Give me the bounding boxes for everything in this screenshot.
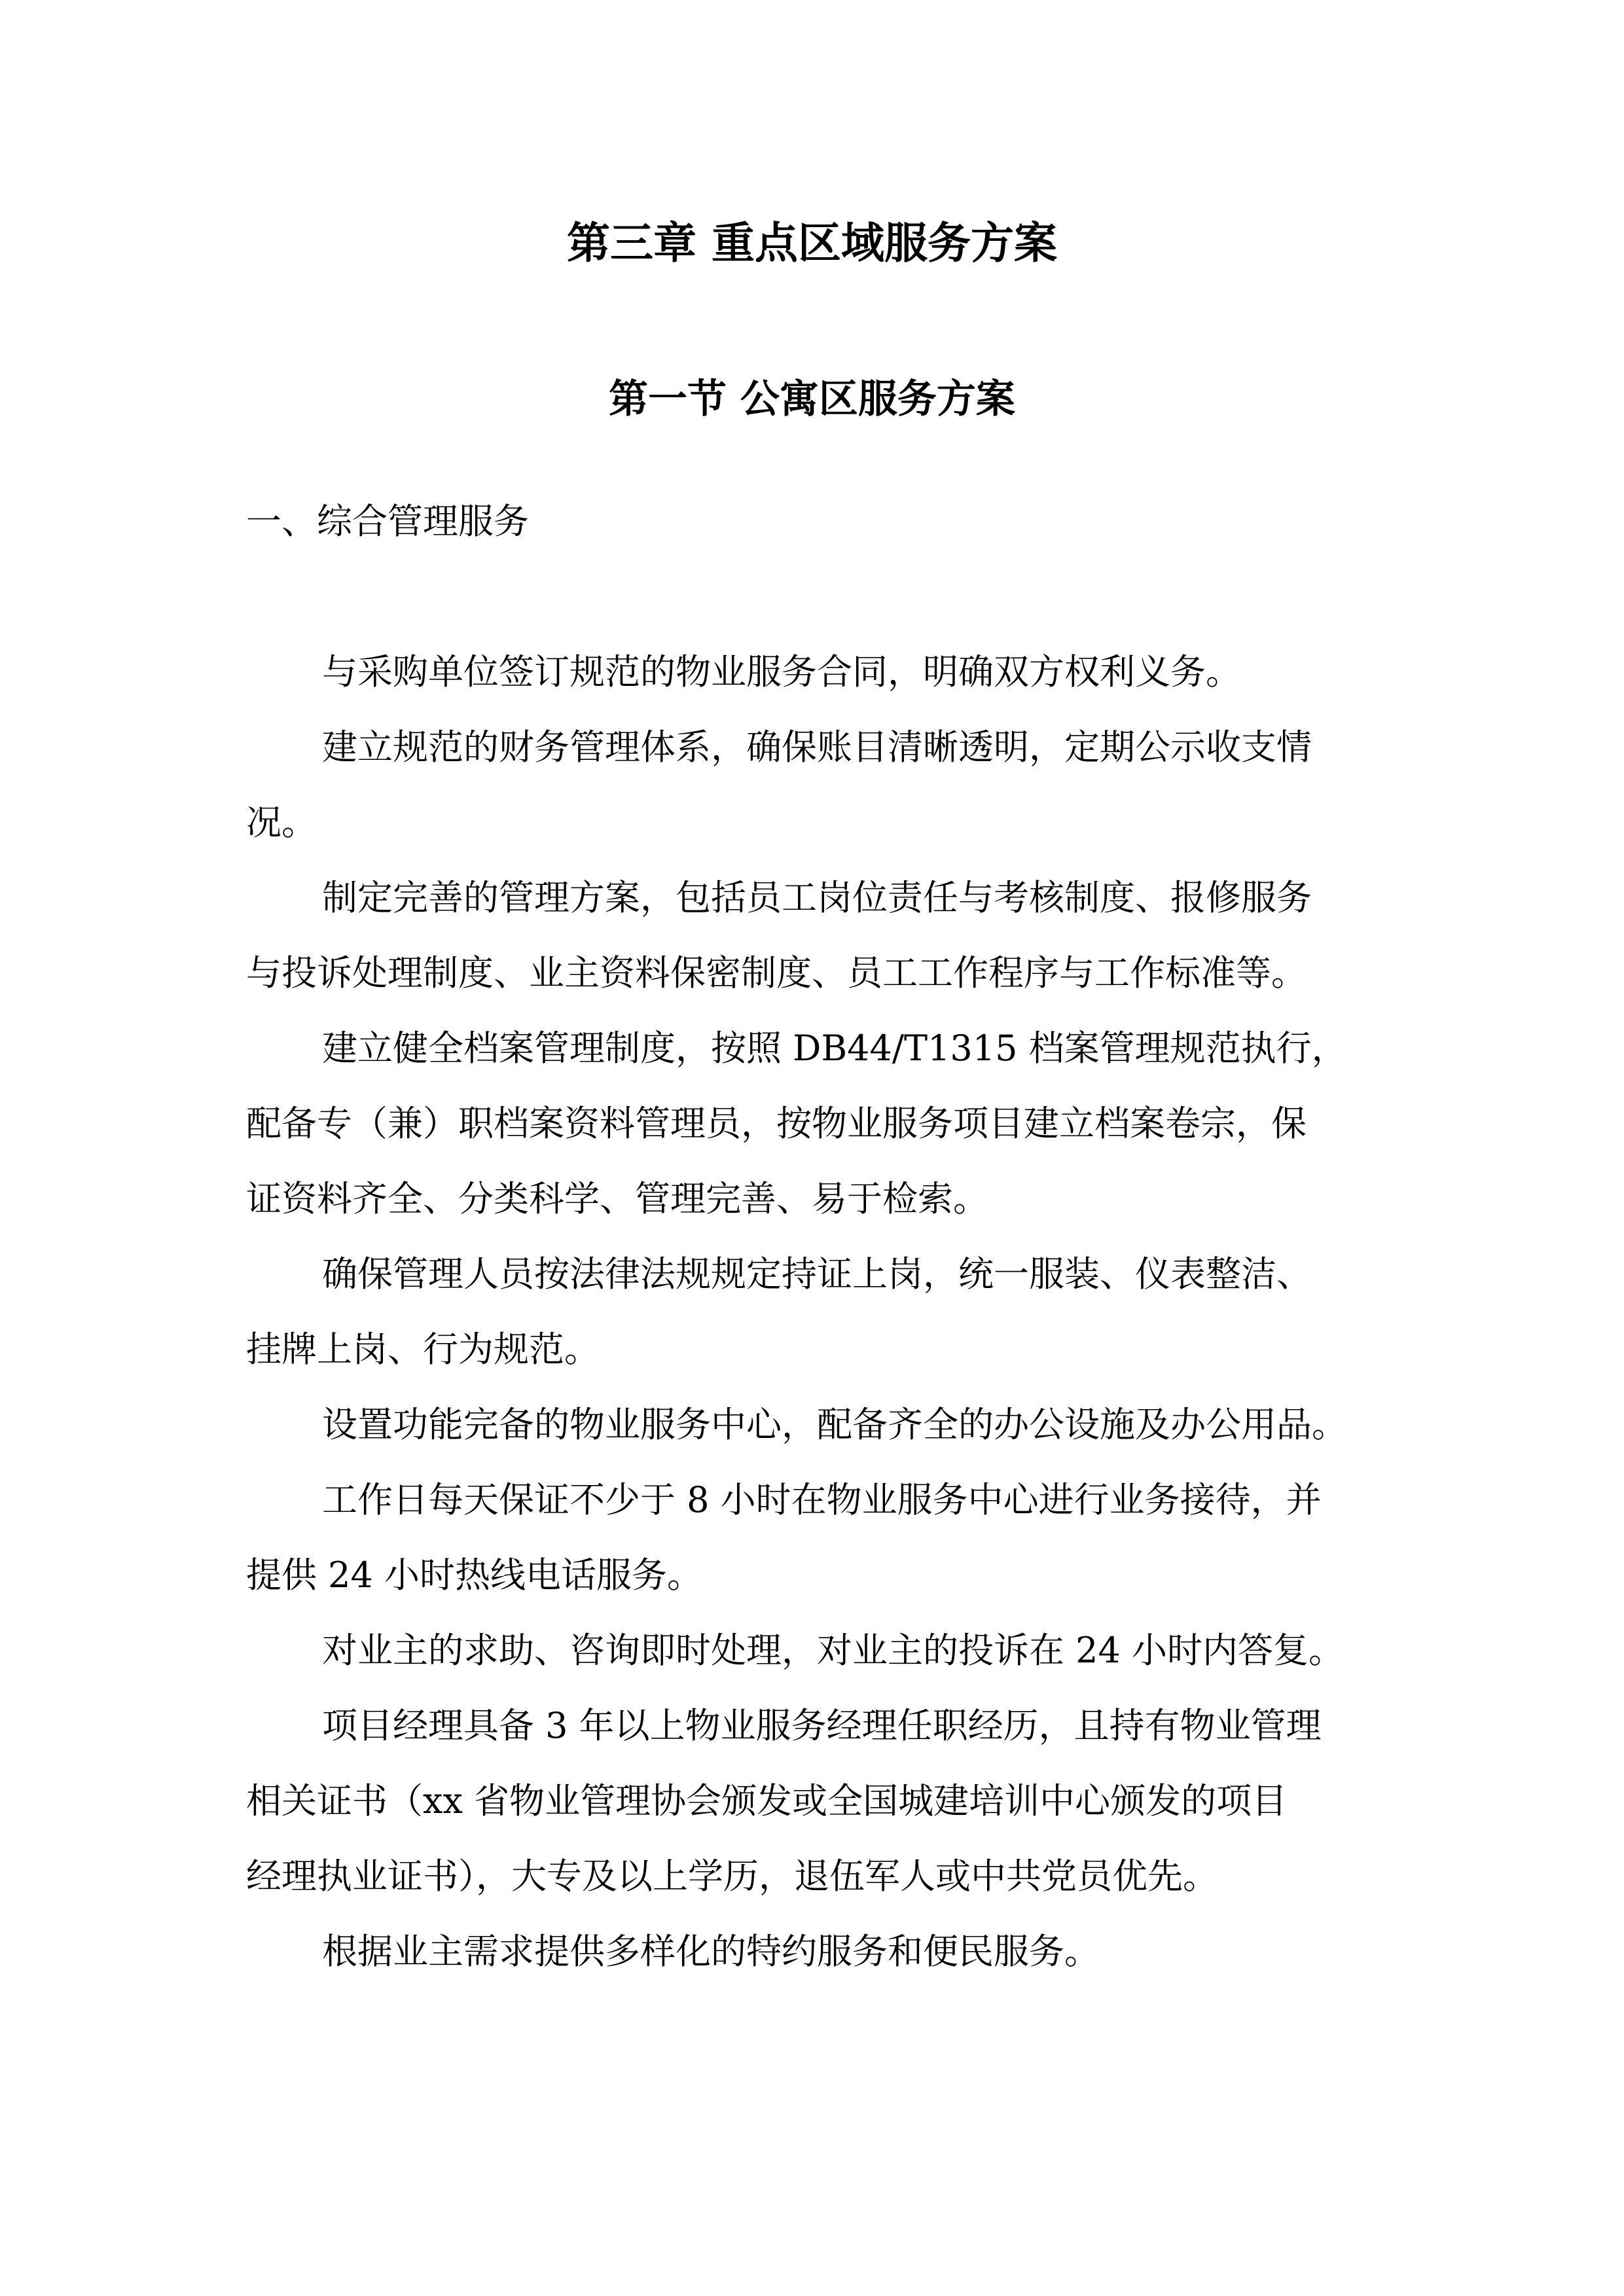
paragraph-line: 经理执业证书），大专及以上学历，退伍军人或中共党员优先。 — [246, 1856, 1218, 1897]
chapter-title: 第三章 重点区域服务方案 — [567, 218, 1057, 268]
paragraph-line: 项目经理具备 3 年以上物业服务经理任职经历，且持有物业管理 — [322, 1705, 1322, 1746]
paragraph-line: 挂牌上岗、行为规范。 — [246, 1329, 600, 1370]
paragraph-line: 与投诉处理制度、业主资料保密制度、员工工作程序与工作标准等。 — [246, 952, 1307, 994]
paragraph-line: 制定完善的管理方案，包括员工岗位责任与考核制度、报修服务 — [322, 877, 1312, 918]
paragraph-line: 况。 — [246, 802, 317, 843]
section-title: 第一节 公寓区服务方案 — [609, 376, 1015, 422]
subsection-heading: 一、综合管理服务 — [246, 501, 529, 542]
paragraph-line: 建立健全档案管理制度，按照 DB44/T1315 档案管理规范执行， — [322, 1028, 1347, 1069]
paragraph-line: 工作日每天保证不少于 8 小时在物业服务中心进行业务接待，并 — [322, 1479, 1322, 1520]
paragraph-line: 配备专（兼）职档案资料管理员，按物业服务项目建立档案卷宗，保 — [246, 1103, 1307, 1144]
paragraph-line: 设置功能完备的物业服务中心，配备齐全的办公设施及办公用品。 — [322, 1404, 1347, 1445]
paragraph-line: 建立规范的财务管理体系，确保账目清晰透明，定期公示收支情 — [322, 726, 1312, 768]
paragraph-line: 根据业主需求提供多样化的特约服务和便民服务。 — [322, 1931, 1100, 1972]
paragraph-line: 相关证书（xx 省物业管理协会颁发或全国城建培训中心颁发的项目 — [246, 1780, 1288, 1821]
paragraph-line: 证资料齐全、分类科学、管理完善、易于检索。 — [246, 1178, 988, 1219]
paragraph-line: 提供 24 小时热线电话服务。 — [246, 1554, 703, 1596]
paragraph-line: 对业主的求助、咨询即时处理，对业主的投诉在 24 小时内答复。 — [322, 1630, 1344, 1671]
paragraph-line: 确保管理人员按法律法规规定持证上岗，统一服装、仪表整洁、 — [322, 1253, 1312, 1295]
paragraph-line: 与采购单位签订规范的物业服务合同，明确双方权利义务。 — [322, 651, 1241, 692]
